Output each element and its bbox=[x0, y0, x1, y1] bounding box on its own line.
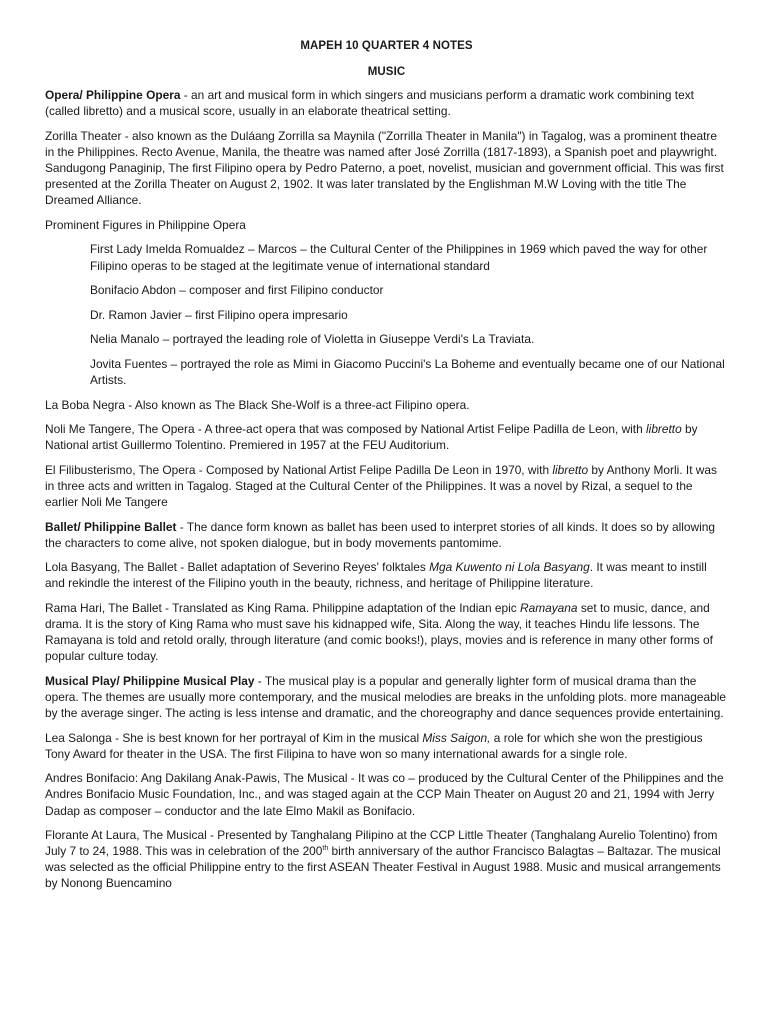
fili-opera-text-1: El Filibusterismo, The Opera - Composed by National Artist Felipe Padilla De Leon in 1970, with bbox=[45, 462, 553, 477]
lea-salonga-paragraph bbox=[45, 730, 728, 762]
opera-term: Opera/ Philippine Opera bbox=[45, 88, 181, 103]
lola-basyang-text-1: Lola Basyang, The Ballet - Ballet adaptation of Severino Reyes' folktales bbox=[45, 560, 430, 575]
zorilla-theater-paragraph: Zorilla Theater - also known as the Duláang Zorrilla sa Maynila ("Zorrilla Theater in Manila") in Tagalog, was a prominent theatre in the Philippines. Recto Avenue, Manila, the theatre was named after José Zorrilla (1817-1893), a Spanish poet and playwright. Sandugong Panaginip, The first Filipino opera by Pedro Paterno, a poet, novelist, musician and government official. This was first presented at the Zorilla Theater on August 2, 1902. It was later translated by the Englishman M.W Loving with the title The Dreamed Alliance. bbox=[45, 128, 724, 208]
florante-superscript: th bbox=[322, 845, 329, 853]
lola-basyang-text-2: . It was meant to instill and rekindle the interest of the Filipino youth in the beauty, richness, and heritage of Philippine literature. bbox=[45, 560, 707, 591]
fili-opera-libretto: libretto bbox=[552, 462, 589, 477]
figure-item: Bonifacio Abdon – composer and first Filipino conductor bbox=[90, 283, 384, 298]
musical-play-term: Musical Play/ Philippine Musical Play bbox=[45, 673, 255, 688]
andres-bonifacio-paragraph: Andres Bonifacio: Ang Dakilang Anak-Pawis, The Musical - It was co – produced by the Cultural Center of the Philippines and the Andres Bonifacio Music Foundation, Inc., and was staged again at the CCP Main Theater on August 20 and 21, 1994 with Jerry Dadap as composer – conductor and the late Elmo Makil as Bonifacio. bbox=[45, 771, 724, 818]
noli-opera-text-1: Noli Me Tangere, The Opera - A three-act opera that was composed by National Artist Felipe Padilla de Leon, with bbox=[45, 422, 647, 437]
section-title-music: MUSIC bbox=[367, 66, 406, 79]
rama-hari-text-2: set to music, dance, and drama. It is the story of King Rama who must save his kidnapped wife, Sita. Along the way, it teaches Hindu life lessons. The Ramayana is told and retold orally, through literature (and comic books!), plays, movies and is reference in many other forms of popular culture today. bbox=[45, 601, 713, 664]
opera-definition-text: - an art and musical form in which singers and musicians perform a dramatic work combining text (called libretto) and a musical score, usually in an elaborate theatrical setting. bbox=[45, 88, 694, 119]
fili-opera-text-2: by Anthony Morli. It was in three acts and written in Tagalog. Staged at the Cultural Center of the Philippines. It was a novel by Rizal, a sequel to the earlier Noli Me Tangere bbox=[45, 462, 717, 510]
florante-text-2: birth anniversary of the author Francisco Balagtas – Baltazar. The musical was selected as the official Philippine entry to the first ASEAN Theater Festival in August 1988. Music and musical arrangements by Nonong Buencamino bbox=[45, 844, 721, 891]
rama-hari-text-1: Rama Hari, The Ballet - Translated as King Rama. Philippine adaptation of the Indian epic bbox=[45, 601, 521, 616]
musical-play-definition-text: - The musical play is a popular and generally lighter form of musical drama than the opera. The themes are usually more contemporary, and the musical melodies are breaks in the unfolding plots. more manageable by the average singer. The acting is less intense and dramatic, and the choreography and dance sequences provide entertaining. bbox=[45, 673, 726, 721]
document-title: MAPEH 10 QUARTER 4 NOTES bbox=[300, 40, 473, 52]
figure-item: Jovita Fuentes – portrayed the role as Mimi in Giacomo Puccini's La Boheme and eventually became one of our National Artists. bbox=[90, 356, 725, 387]
ballet-definition-text: - The dance form known as ballet has been used to interpret stories of all kinds. It does so by allowing the characters to come alive, not spoken dialogue, but in body movements pantomime. bbox=[45, 519, 715, 550]
prominent-figures-heading: Prominent Figures in Philippine Opera bbox=[45, 217, 246, 232]
figure-item: Nelia Manalo – portrayed the leading role of Violetta in Giuseppe Verdi's La Traviata. bbox=[90, 332, 535, 347]
lea-salonga-text-2: a role for which she won the prestigious Tony Award for theater in the USA. The first Filipina to have won so many international awards for a single role. bbox=[45, 730, 703, 761]
florante-text-1: Florante At Laura, The Musical - Presented by Tanghalang Pilipino at the CCP Little Theater (Tanghalang Aurelio Tolentino) from July 7 to 24, 1988. This was in celebration of the 200 bbox=[45, 828, 718, 859]
fili-opera-paragraph bbox=[45, 462, 728, 510]
musical-play-definition bbox=[45, 673, 728, 721]
lola-basyang-paragraph bbox=[45, 559, 728, 591]
lea-salonga-text-1: Lea Salonga - She is best known for her portrayal of Kim in the musical bbox=[45, 730, 423, 745]
rama-hari-paragraph bbox=[45, 600, 728, 664]
florante-paragraph bbox=[45, 827, 728, 891]
figure-item: First Lady Imelda Romualdez – Marcos – the Cultural Center of the Philippines in 1969 which paved the way for other Filipino operas to be staged at the legitimate venue of international standard bbox=[90, 242, 708, 273]
la-boba-negra-paragraph: La Boba Negra - Also known as The Black She-Wolf is a three-act Filipino opera. bbox=[45, 397, 470, 412]
lola-basyang-title: Mga Kuwento ni Lola Basyang bbox=[429, 560, 590, 575]
ballet-definition bbox=[45, 519, 728, 551]
opera-definition bbox=[45, 87, 728, 119]
noli-opera-paragraph bbox=[45, 421, 728, 453]
figure-item: Dr. Ramon Javier – first Filipino opera impresario bbox=[90, 307, 348, 322]
ballet-term: Ballet/ Philippine Ballet bbox=[45, 519, 177, 534]
rama-hari-epic: Ramayana bbox=[520, 601, 578, 616]
noli-opera-text-2: by National artist Guillermo Tolentino. Premiered in 1957 at the FEU Auditorium. bbox=[45, 422, 698, 453]
lea-salonga-musical: Miss Saigon, bbox=[422, 730, 491, 745]
noli-opera-libretto: libretto bbox=[646, 422, 682, 437]
